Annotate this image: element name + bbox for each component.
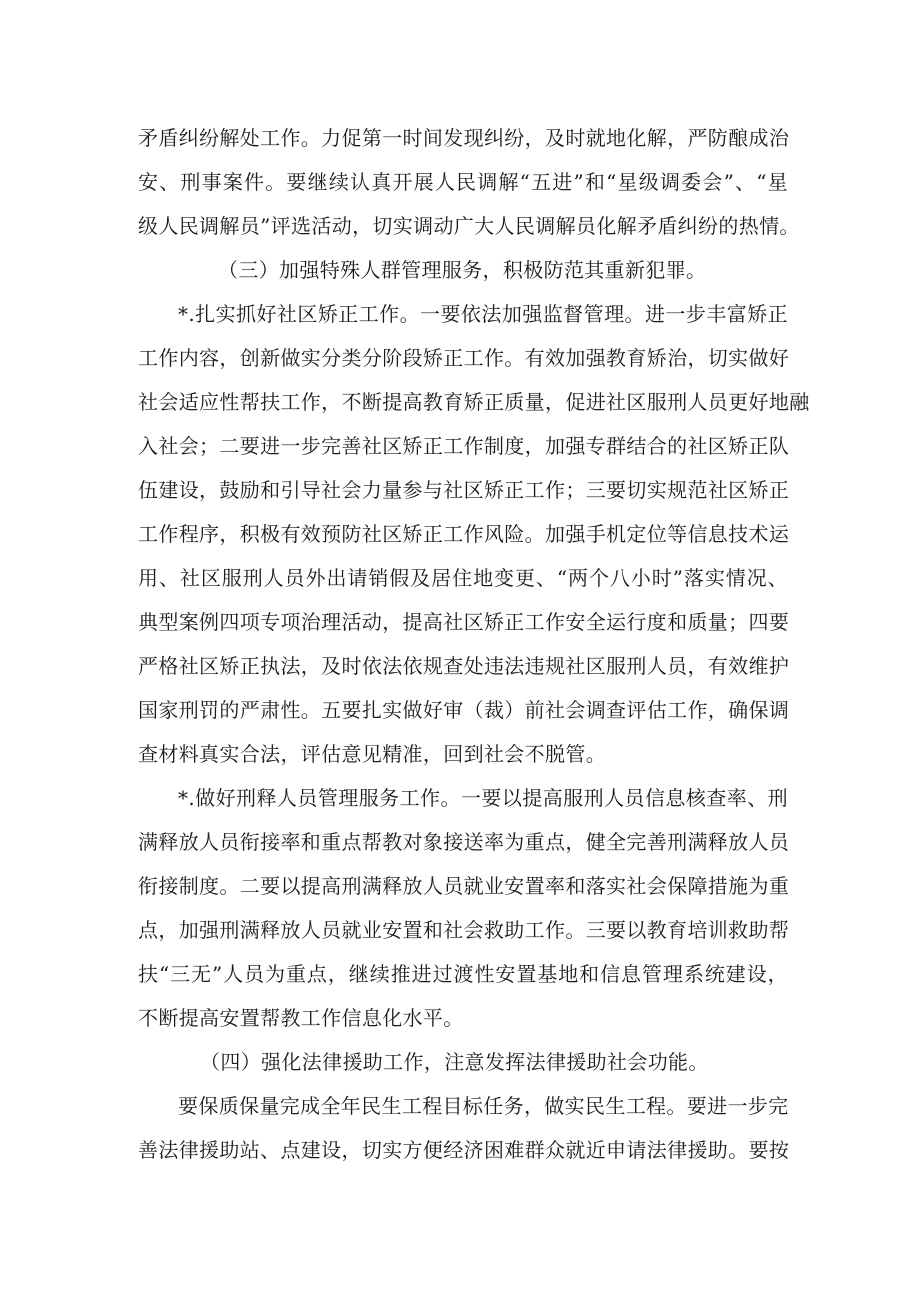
paragraph-line: 不断提高安置帮教工作信息化水平。 — [138, 1006, 464, 1030]
paragraph-line: 善法律援助站、点建设，切实方便经济困难群众就近申请法律援助。要按 — [138, 1138, 790, 1162]
paragraph-line: 国家刑罚的严肃性。五要扎实做好审（裁）前社会调查评估工作，确保调 — [138, 698, 790, 722]
paragraph-line: *.做好刑释人员管理服务工作。一要以提高服刑人员信息核查率、刑 — [178, 786, 788, 810]
paragraph-line: 查材料真实合法，评估意见精准，回到社会不脱管。 — [138, 742, 607, 766]
paragraph-line: 点，加强刑满释放人员就业安置和社会救助工作。三要以教育培训救助帮 — [138, 918, 790, 942]
paragraph-line: 用、社区服刑人员外出请销假及居住地变更、“两个八小时”落实情况、 — [138, 566, 788, 590]
paragraph-line: 严格社区矫正执法，及时依法依规查处违法违规社区服刑人员，有效维护 — [138, 654, 790, 678]
paragraph-line: 要保质保量完成全年民生工程目标任务，做实民生工程。要进一步完 — [178, 1094, 789, 1118]
paragraph-line: 满释放人员衔接率和重点帮教对象接送率为重点，健全完善刑满释放人员 — [138, 830, 790, 854]
paragraph-line: 工作内容，创新做实分类分阶段矫正工作。有效加强教育矫治，切实做好 — [138, 346, 790, 370]
paragraph-line: 安、刑事案件。要继续认真开展人民调解“五进”和“星级调委会”、“星 — [138, 170, 788, 194]
paragraph-line: 矛盾纠纷解处工作。力促第一时间发现纠纷，及时就地化解，严防酿成治 — [138, 126, 790, 150]
paragraph-line: 社会适应性帮扶工作，不断提高教育矫正质量，促进社区服刑人员更好地融 — [138, 390, 810, 414]
paragraph-line: 级人民调解员”评选活动，切实调动广大人民调解员化解矛盾纠纷的热情。 — [138, 214, 800, 238]
paragraph-line: 典型案例四项专项治理活动，提高社区矫正工作安全运行度和质量；四要 — [138, 610, 790, 634]
section-heading: （四）强化法律援助工作，注意发挥法律援助社会功能。 — [200, 1050, 709, 1074]
paragraph-line: 工作程序，积极有效预防社区矫正工作风险。加强手机定位等信息技术运 — [138, 522, 790, 546]
paragraph-line: *.扎实抓好社区矫正工作。一要依法加强监督管理。进一步丰富矫正 — [178, 302, 788, 326]
section-heading: （三）加强特殊人群管理服务，积极防范其重新犯罪。 — [218, 258, 707, 282]
paragraph-line: 入社会；二要进一步完善社区矫正工作制度，加强专群结合的社区矫正队 — [138, 434, 790, 458]
paragraph-line: 伍建设，鼓励和引导社会力量参与社区矫正工作；三要切实规范社区矫正 — [138, 478, 790, 502]
paragraph-line: 衔接制度。二要以提高刑满释放人员就业安置率和落实社会保障措施为重 — [138, 874, 790, 898]
paragraph-line: 扶“三无”人员为重点，继续推进过渡性安置基地和信息管理系统建设， — [138, 962, 788, 986]
